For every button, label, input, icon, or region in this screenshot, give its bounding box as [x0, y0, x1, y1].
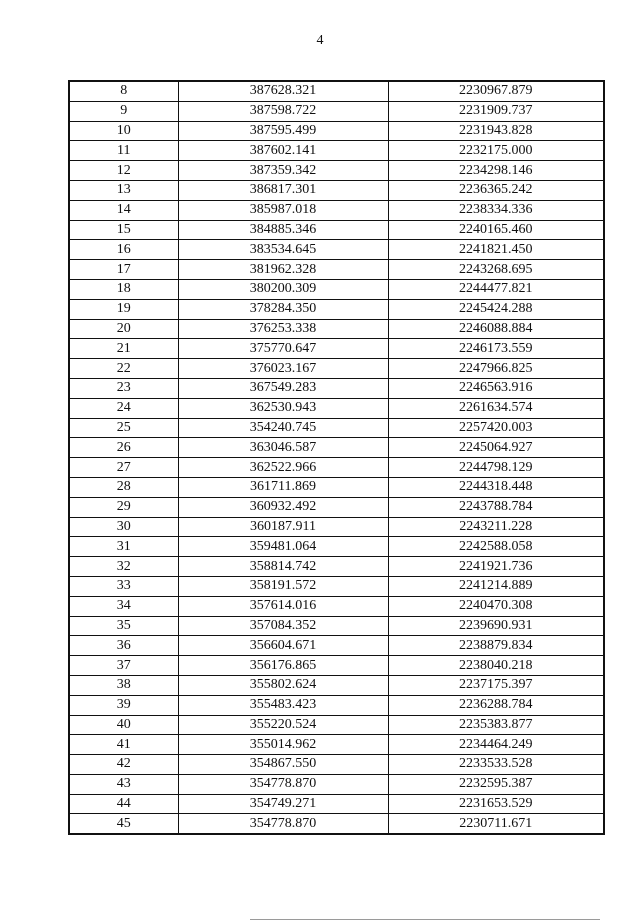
- y-coordinate-cell: 2261634.574: [388, 398, 604, 418]
- y-coordinate-cell: 2235383.877: [388, 715, 604, 735]
- x-coordinate-cell: 387628.321: [178, 81, 388, 101]
- table-row: [69, 339, 604, 359]
- table-row: [69, 359, 604, 379]
- table-row: [69, 675, 604, 695]
- y-coordinate-cell: 2243268.695: [388, 260, 604, 280]
- x-coordinate-cell: 375770.647: [178, 339, 388, 359]
- x-coordinate-cell: 355802.624: [178, 675, 388, 695]
- x-coordinate-cell: 358814.742: [178, 557, 388, 577]
- point-number-cell: 34: [69, 596, 178, 616]
- table-row: [69, 279, 604, 299]
- table-row: [69, 240, 604, 260]
- point-number-cell: 19: [69, 299, 178, 319]
- point-number-cell: 30: [69, 517, 178, 537]
- x-coordinate-cell: 357614.016: [178, 596, 388, 616]
- x-coordinate-cell: 355220.524: [178, 715, 388, 735]
- x-coordinate-cell: 356604.671: [178, 636, 388, 656]
- table-row: [69, 636, 604, 656]
- table-row: [69, 418, 604, 438]
- point-number-cell: 13: [69, 180, 178, 200]
- table-row: [69, 814, 604, 834]
- table-row: [69, 200, 604, 220]
- table-row: [69, 477, 604, 497]
- point-number-cell: 32: [69, 557, 178, 577]
- point-number-cell: 22: [69, 359, 178, 379]
- table-row: [69, 537, 604, 557]
- y-coordinate-cell: 2242588.058: [388, 537, 604, 557]
- point-number-cell: 31: [69, 537, 178, 557]
- x-coordinate-cell: 362530.943: [178, 398, 388, 418]
- y-coordinate-cell: 2234464.249: [388, 735, 604, 755]
- point-number-cell: 43: [69, 774, 178, 794]
- x-coordinate-cell: 354778.870: [178, 774, 388, 794]
- y-coordinate-cell: 2234298.146: [388, 161, 604, 181]
- y-coordinate-cell: 2239690.931: [388, 616, 604, 636]
- y-coordinate-cell: 2246088.884: [388, 319, 604, 339]
- point-number-cell: 24: [69, 398, 178, 418]
- y-coordinate-cell: 2243211.228: [388, 517, 604, 537]
- table-row: [69, 438, 604, 458]
- table-row: [69, 715, 604, 735]
- x-coordinate-cell: 380200.309: [178, 279, 388, 299]
- point-number-cell: 39: [69, 695, 178, 715]
- coordinates-table: [68, 80, 605, 835]
- y-coordinate-cell: 2240470.308: [388, 596, 604, 616]
- y-coordinate-cell: 2231909.737: [388, 101, 604, 121]
- table-row: [69, 299, 604, 319]
- y-coordinate-cell: 2247966.825: [388, 359, 604, 379]
- table-row: [69, 378, 604, 398]
- table-row: [69, 141, 604, 161]
- x-coordinate-cell: 376253.338: [178, 319, 388, 339]
- point-number-cell: 23: [69, 378, 178, 398]
- point-number-cell: 11: [69, 141, 178, 161]
- table-row: [69, 319, 604, 339]
- x-coordinate-cell: 381962.328: [178, 260, 388, 280]
- point-number-cell: 42: [69, 755, 178, 775]
- y-coordinate-cell: 2243788.784: [388, 497, 604, 517]
- x-coordinate-cell: 360187.911: [178, 517, 388, 537]
- x-coordinate-cell: 376023.167: [178, 359, 388, 379]
- y-coordinate-cell: 2236365.242: [388, 180, 604, 200]
- x-coordinate-cell: 354240.745: [178, 418, 388, 438]
- table-row: [69, 656, 604, 676]
- point-number-cell: 12: [69, 161, 178, 181]
- x-coordinate-cell: 354867.550: [178, 755, 388, 775]
- x-coordinate-cell: 361711.869: [178, 477, 388, 497]
- point-number-cell: 40: [69, 715, 178, 735]
- x-coordinate-cell: 367549.283: [178, 378, 388, 398]
- x-coordinate-cell: 385987.018: [178, 200, 388, 220]
- table-row: [69, 497, 604, 517]
- y-coordinate-cell: 2244477.821: [388, 279, 604, 299]
- point-number-cell: 9: [69, 101, 178, 121]
- x-coordinate-cell: 363046.587: [178, 438, 388, 458]
- table-row: [69, 121, 604, 141]
- x-coordinate-cell: 360932.492: [178, 497, 388, 517]
- x-coordinate-cell: 355483.423: [178, 695, 388, 715]
- y-coordinate-cell: 2241214.889: [388, 576, 604, 596]
- scan-edge-line: [250, 919, 600, 920]
- y-coordinate-cell: 2237175.397: [388, 675, 604, 695]
- table-row: [69, 794, 604, 814]
- point-number-cell: 25: [69, 418, 178, 438]
- table-row: [69, 220, 604, 240]
- point-number-cell: 27: [69, 458, 178, 478]
- y-coordinate-cell: 2244798.129: [388, 458, 604, 478]
- point-number-cell: 41: [69, 735, 178, 755]
- point-number-cell: 38: [69, 675, 178, 695]
- y-coordinate-cell: 2240165.460: [388, 220, 604, 240]
- y-coordinate-cell: 2246173.559: [388, 339, 604, 359]
- y-coordinate-cell: 2233533.528: [388, 755, 604, 775]
- table-row: [69, 616, 604, 636]
- y-coordinate-cell: 2230711.671: [388, 814, 604, 834]
- y-coordinate-cell: 2231943.828: [388, 121, 604, 141]
- y-coordinate-cell: 2246563.916: [388, 378, 604, 398]
- table-row: [69, 774, 604, 794]
- point-number-cell: 8: [69, 81, 178, 101]
- y-coordinate-cell: 2232595.387: [388, 774, 604, 794]
- x-coordinate-cell: 357084.352: [178, 616, 388, 636]
- point-number-cell: 15: [69, 220, 178, 240]
- point-number-cell: 36: [69, 636, 178, 656]
- point-number-cell: 28: [69, 477, 178, 497]
- point-number-cell: 44: [69, 794, 178, 814]
- point-number-cell: 33: [69, 576, 178, 596]
- x-coordinate-cell: 387595.499: [178, 121, 388, 141]
- y-coordinate-cell: 2238040.218: [388, 656, 604, 676]
- table-row: [69, 180, 604, 200]
- table-row: [69, 557, 604, 577]
- y-coordinate-cell: 2257420.003: [388, 418, 604, 438]
- point-number-cell: 10: [69, 121, 178, 141]
- x-coordinate-cell: 383534.645: [178, 240, 388, 260]
- table-row: [69, 458, 604, 478]
- table-row: [69, 81, 604, 101]
- x-coordinate-cell: 386817.301: [178, 180, 388, 200]
- table-row: [69, 517, 604, 537]
- y-coordinate-cell: 2238879.834: [388, 636, 604, 656]
- x-coordinate-cell: 384885.346: [178, 220, 388, 240]
- y-coordinate-cell: 2231653.529: [388, 794, 604, 814]
- table-row: [69, 161, 604, 181]
- point-number-cell: 17: [69, 260, 178, 280]
- x-coordinate-cell: 387602.141: [178, 141, 388, 161]
- table-row: [69, 735, 604, 755]
- x-coordinate-cell: 356176.865: [178, 656, 388, 676]
- y-coordinate-cell: 2230967.879: [388, 81, 604, 101]
- point-number-cell: 20: [69, 319, 178, 339]
- table-row: [69, 695, 604, 715]
- y-coordinate-cell: 2238334.336: [388, 200, 604, 220]
- point-number-cell: 14: [69, 200, 178, 220]
- point-number-cell: 18: [69, 279, 178, 299]
- table-row: [69, 755, 604, 775]
- point-number-cell: 45: [69, 814, 178, 834]
- y-coordinate-cell: 2241821.450: [388, 240, 604, 260]
- x-coordinate-cell: 387359.342: [178, 161, 388, 181]
- table-row: [69, 398, 604, 418]
- point-number-cell: 26: [69, 438, 178, 458]
- y-coordinate-cell: 2236288.784: [388, 695, 604, 715]
- y-coordinate-cell: 2245064.927: [388, 438, 604, 458]
- y-coordinate-cell: 2245424.288: [388, 299, 604, 319]
- x-coordinate-cell: 362522.966: [178, 458, 388, 478]
- table-row: [69, 101, 604, 121]
- table-body: [69, 81, 604, 834]
- y-coordinate-cell: 2244318.448: [388, 477, 604, 497]
- x-coordinate-cell: 355014.962: [178, 735, 388, 755]
- point-number-cell: 29: [69, 497, 178, 517]
- x-coordinate-cell: 354749.271: [178, 794, 388, 814]
- page-number: 4: [316, 33, 324, 48]
- x-coordinate-cell: 359481.064: [178, 537, 388, 557]
- point-number-cell: 37: [69, 656, 178, 676]
- y-coordinate-cell: 2241921.736: [388, 557, 604, 577]
- point-number-cell: 16: [69, 240, 178, 260]
- point-number-cell: 35: [69, 616, 178, 636]
- x-coordinate-cell: 354778.870: [178, 814, 388, 834]
- x-coordinate-cell: 358191.572: [178, 576, 388, 596]
- table-row: [69, 596, 604, 616]
- table-row: [69, 576, 604, 596]
- point-number-cell: 21: [69, 339, 178, 359]
- x-coordinate-cell: 378284.350: [178, 299, 388, 319]
- x-coordinate-cell: 387598.722: [178, 101, 388, 121]
- table-row: [69, 260, 604, 280]
- y-coordinate-cell: 2232175.000: [388, 141, 604, 161]
